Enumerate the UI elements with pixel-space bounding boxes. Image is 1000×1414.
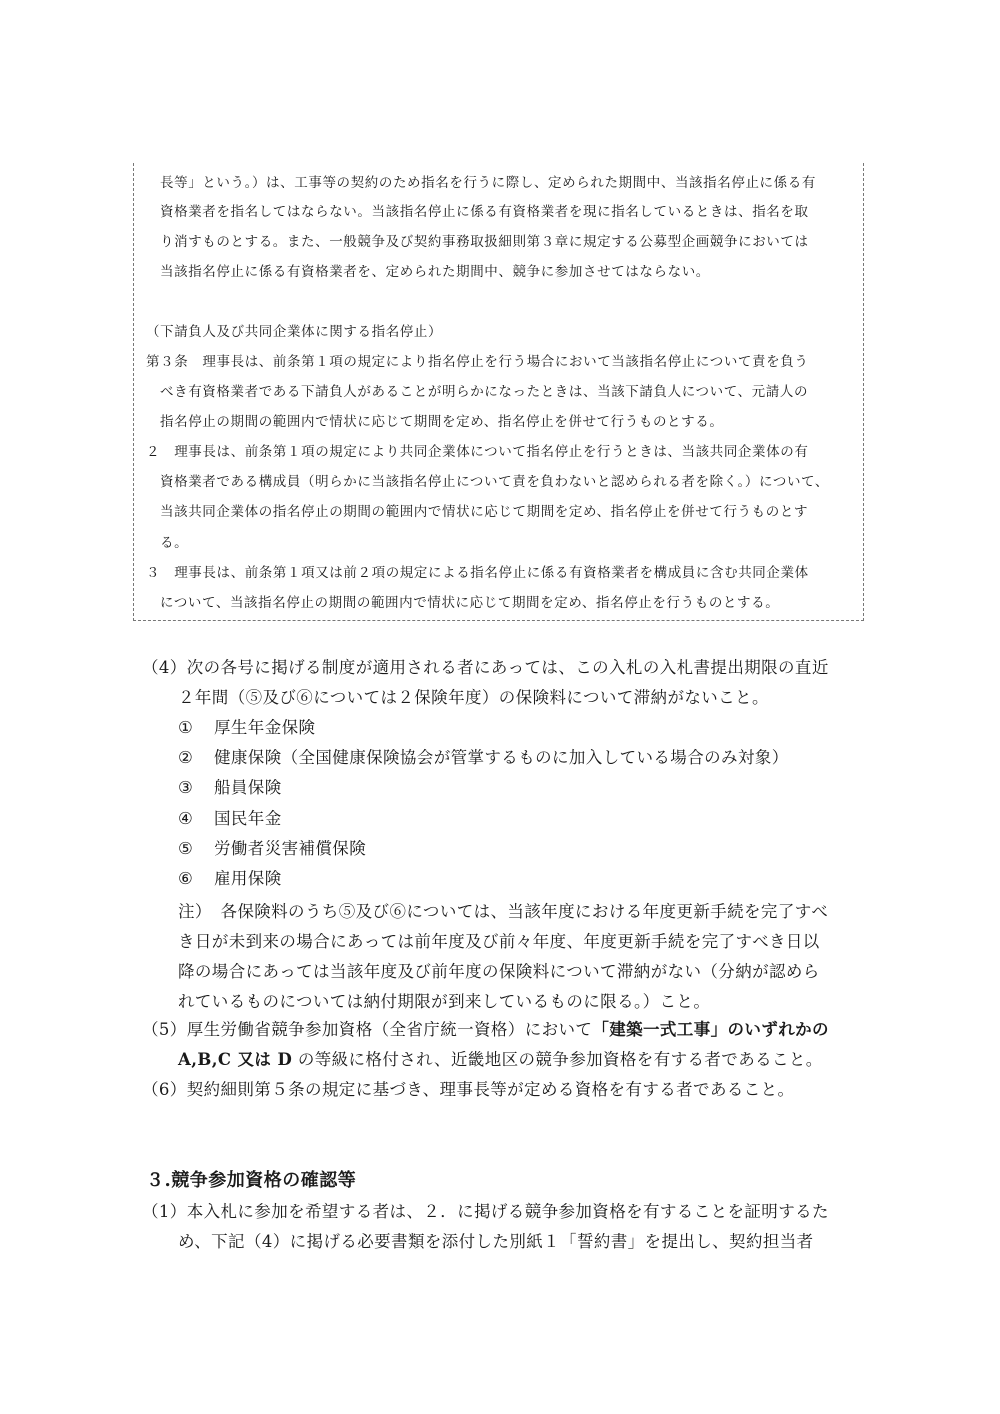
box-subheading: （下請負人及び共同企業体に関する指名停止） (146, 324, 443, 340)
box-line: について、当該指名停止の期間の範囲内で情状に応じて期間を定め、指名停止を行うものとする。 (160, 595, 780, 611)
insurance-list-item (178, 720, 315, 737)
item5-text: の等級に格付され、近畿地区の競争参加資格を有する者であること。 (292, 1050, 823, 1069)
list-text: 労働者災害補償保険 (214, 839, 367, 858)
box-line: ３ 理事長は、前条第１項又は前２項の規定による指名停止に係る有資格業者を構成員に含む共同企業体 (146, 565, 809, 581)
insurance-list-item (178, 780, 282, 797)
box-line: 当該指名停止に係る有資格業者を、定められた期間中、競争に参加させてはならない。 (160, 264, 710, 280)
box-line: ２ 理事長は、前条第１項の規定により共同企業体について指名停止を行うときは、当該共同企業体の有 (146, 444, 809, 460)
item5-line (178, 1052, 823, 1069)
insurance-list-item (178, 750, 789, 767)
box-line: 第３条 理事長は、前条第１項の規定により指名停止を行う場合において当該指名停止について責を負う (146, 354, 809, 370)
item5-text: （5）厚生労働省競争参加資格（全省庁統一資格）において (142, 1020, 593, 1039)
section3-line: め、下記（4）に掲げる必要書類を添付した別紙１「誓約書」を提出し、契約担当者 (178, 1232, 814, 1251)
list-marker: ③ (178, 778, 194, 797)
list-text: 厚生年金保険 (214, 718, 316, 737)
list-text: 健康保険（全国健康保険協会が管掌するものに加入している場合のみ対象） (214, 748, 789, 767)
box-line: 長等」という。）は、工事等の契約のため指名を行うに際し、定められた期間中、当該指名停止に係る有 (160, 175, 816, 191)
list-marker: ⑤ (178, 839, 194, 858)
list-marker: ② (178, 748, 194, 767)
note-line: れているものについては納付期限が到来しているものに限る。）こと。 (178, 992, 711, 1011)
list-marker: ④ (178, 809, 194, 828)
section-heading: ３.競争参加資格の確認等 (146, 1170, 357, 1191)
insurance-list-item (178, 811, 282, 828)
box-line: 資格業者である構成員（明らかに当該指名停止について責を負わないと認められる者を除く。）について、 (160, 474, 829, 490)
list-marker: ① (178, 718, 194, 737)
item5-line (142, 1022, 829, 1039)
list-text: 国民年金 (214, 809, 282, 828)
note-line: き日が未到来の場合にあっては前年度及び前々年度、年度更新手続を完了すべき日以 (178, 932, 820, 951)
item5-grade-text: A,B,C 又は D (178, 1050, 293, 1069)
box-line: 資格業者を指名してはならない。当該指名停止に係る有資格業者を現に指名しているときは、指名を取 (160, 204, 809, 220)
note-line: 降の場合にあっては当該年度及び前年度の保険料について滞納がない（分納が認めら (178, 962, 820, 981)
item5-bold-text: 「建築一式工事」のいずれかの (592, 1020, 829, 1039)
box-line: る。 (160, 535, 189, 551)
section3-line: （1）本入札に参加を希望する者は、２．に掲げる競争参加資格を有することを証明するた (142, 1202, 829, 1221)
box-line: 当該共同企業体の指名停止の期間の範囲内で情状に応じて期間を定め、指名停止を併せて行うものとす (160, 504, 809, 520)
item6-line: （6）契約細則第５条の規定に基づき、理事長等が定める資格を有する者であること。 (142, 1080, 795, 1099)
item4-line: （4）次の各号に掲げる制度が適用される者にあっては、この入札の入札書提出期限の直近 (142, 658, 829, 677)
note-line: 注） 各保険料のうち⑤及び⑥については、当該年度における年度更新手続を完了すべ (178, 902, 829, 921)
list-marker: ⑥ (178, 869, 194, 888)
insurance-list-item (178, 841, 366, 858)
item4-line: ２年間（⑤及び⑥については２保険年度）の保険料について滞納がないこと。 (178, 688, 769, 707)
list-text: 船員保険 (214, 778, 282, 797)
insurance-list-item (178, 871, 282, 888)
box-line: り消すものとする。また、一般競争及び契約事務取扱細則第３章に規定する公募型企画競争においては (160, 234, 809, 250)
box-line: 指名停止の期間の範囲内で情状に応じて期間を定め、指名停止を併せて行うものとする。 (160, 414, 724, 430)
box-line: べき有資格業者である下請負人があることが明らかになったときは、当該下請負人について、元請人の (160, 384, 809, 400)
list-text: 雇用保険 (214, 869, 282, 888)
